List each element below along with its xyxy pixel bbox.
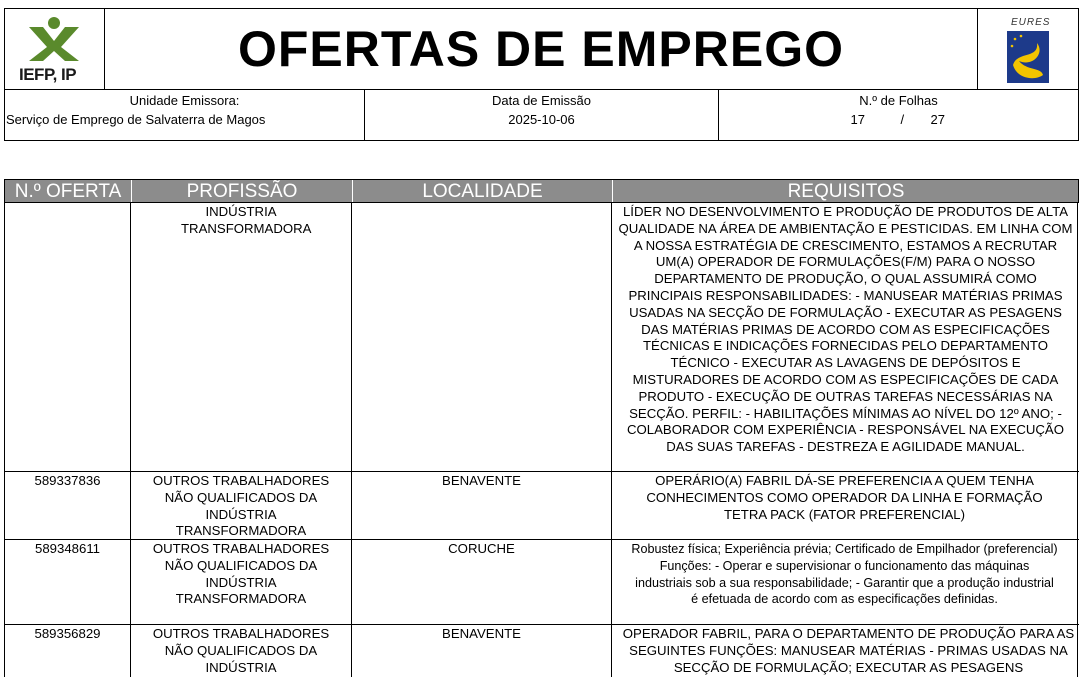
iefp-logo [4,8,105,90]
eures-logo [977,8,1079,90]
unidade-emissora [4,89,365,141]
cell-oferta: 589348611 [4,540,131,624]
cell-oferta: 589337836 [4,472,131,539]
cell-oferta [4,203,131,471]
cell-profissao: OUTROS TRABALHADORES NÃO QUALIFICADOS DA INDÚSTRIA TRANSFORMADORA [131,540,352,624]
data-label: Data de Emissão [492,93,591,108]
cell-profissao: OUTROS TRABALHADORES NÃO QUALIFICADOS DA INDÚSTRIA TRANSFORMADORA [131,472,352,539]
unidade-label: Unidade Emissora: [129,93,240,108]
unidade-value: Serviço de Emprego de Salvaterra de Magos [6,112,266,127]
cell-localidade: BENAVENTE [352,625,612,677]
folhas-label: N.º de Folhas [859,93,938,108]
iefp-logo-icon [25,15,83,63]
page-title: OFERTAS DE EMPREGO [237,21,844,77]
column-header-localidade: LOCALIDADE [353,180,613,202]
cell-requisitos: OPERÁRIO(A) FABRIL DÁ-SE PREFERENCIA A QUEM TENHA CONHECIMENTOS COMO OPERADOR DA LINHA E FORMAÇÃO TETRA PACK (FATOR PREFERENCIAL) [612,472,1078,539]
column-header-oferta: N.º OFERTA [5,180,132,202]
cell-localidade: BENAVENTE [352,472,612,539]
cell-profissao: OUTROS TRABALHADORES NÃO QUALIFICADOS DA INDÚSTRIA [131,625,352,677]
cell-requisitos: LÍDER NO DESENVOLVIMENTO E PRODUÇÃO DE PRODUTOS DE ALTA QUALIDADE NA ÁREA DE AMBIENTAÇÃO E PESTICIDAS. EM LINHA COM A NOSSA ESTRATÉGIA DE CRESCIMENTO, ESTAMOS A RECRUTAR UM(A) OPERADOR DE FORMULAÇÕES(F/M) PARA O NOSSO DEPARTAMENTO DE PRODUÇÃO, O QUAL ASSUMIRÁ COMO PRINCIPAIS RESPONSABILIDADES: - MANUSEAR MATÉRIAS PRIMAS USADAS NA SECÇÃO DE FORMULAÇÃO - EXECUTAR AS PESAGENS DAS MATÉRIAS PRIMAS DE ACORDO COM AS ESPECIFICAÇÕES TÉCNICAS E INDICAÇÕES FORNECIDAS PELO DEPARTAMENTO TÉCNICO - EXECUTAR AS LAVAGENS DE DEPÓSITOS E MISTURADORES DE ACORDO COM AS ESPECIFICAÇÕES DE CADA PRODUTO - EXECUÇÃO DE OUTRAS TAREFAS NECESSÁRIAS NA SECÇÃO. PERFIL: - HABILITAÇÕES MÍNIMAS AO NÍVEL DO 12º ANO; - COLABORADOR COM EXPERIÊNCIA - RESPONSÁVEL NA EXECUÇÃO DAS SUAS TAREFAS - DESTREZA E AGILIDADE MANUAL. [612,203,1078,471]
title-box [104,8,978,90]
cell-profissao: INDÚSTRIA TRANSFORMADORA [131,203,352,471]
column-header-profissao: PROFISSÃO [132,180,353,202]
table-header [4,179,1079,203]
cell-localidade: CORUCHE [352,540,612,624]
eures-flag-icon [1007,31,1049,83]
folhas-value [719,112,1078,127]
folhas-current: 17 [850,112,865,127]
data-value: 2025-10-06 [508,112,575,127]
data-emissao [364,89,719,141]
folhas-separator: / [900,112,905,127]
cell-oferta: 589356829 [4,625,131,677]
numero-folhas [718,89,1079,141]
iefp-logo-text: IEFP, IP [19,65,77,84]
cell-localidade [352,203,612,471]
table-row [4,203,1079,472]
document-header [4,8,1079,140]
table-row [4,472,1079,540]
cell-requisitos: OPERADOR FABRIL, PARA O DEPARTAMENTO DE PRODUÇÃO PARA AS SEGUINTES FUNÇÕES: MANUSEAR MATÉRIAS - PRIMAS USADAS NA SECÇÃO DE FORMULAÇÃO; EXECUTAR AS PESAGENS [612,625,1078,677]
folhas-total: 27 [930,112,945,127]
table-row [4,625,1079,677]
table-row [4,540,1079,625]
cell-requisitos: Robustez física; Experiência prévia; Certificado de Empilhador (preferencial) Funções: - Operar e supervisionar o funcionamento das máquinas industriais sob a sua responsabilidade; - Garantir que a produção industrial é efetuada de acordo com as especificações definidas. [612,540,1078,624]
column-header-requisitos: REQUISITOS [787,181,905,202]
eures-logo-text: EURES [1011,17,1051,28]
